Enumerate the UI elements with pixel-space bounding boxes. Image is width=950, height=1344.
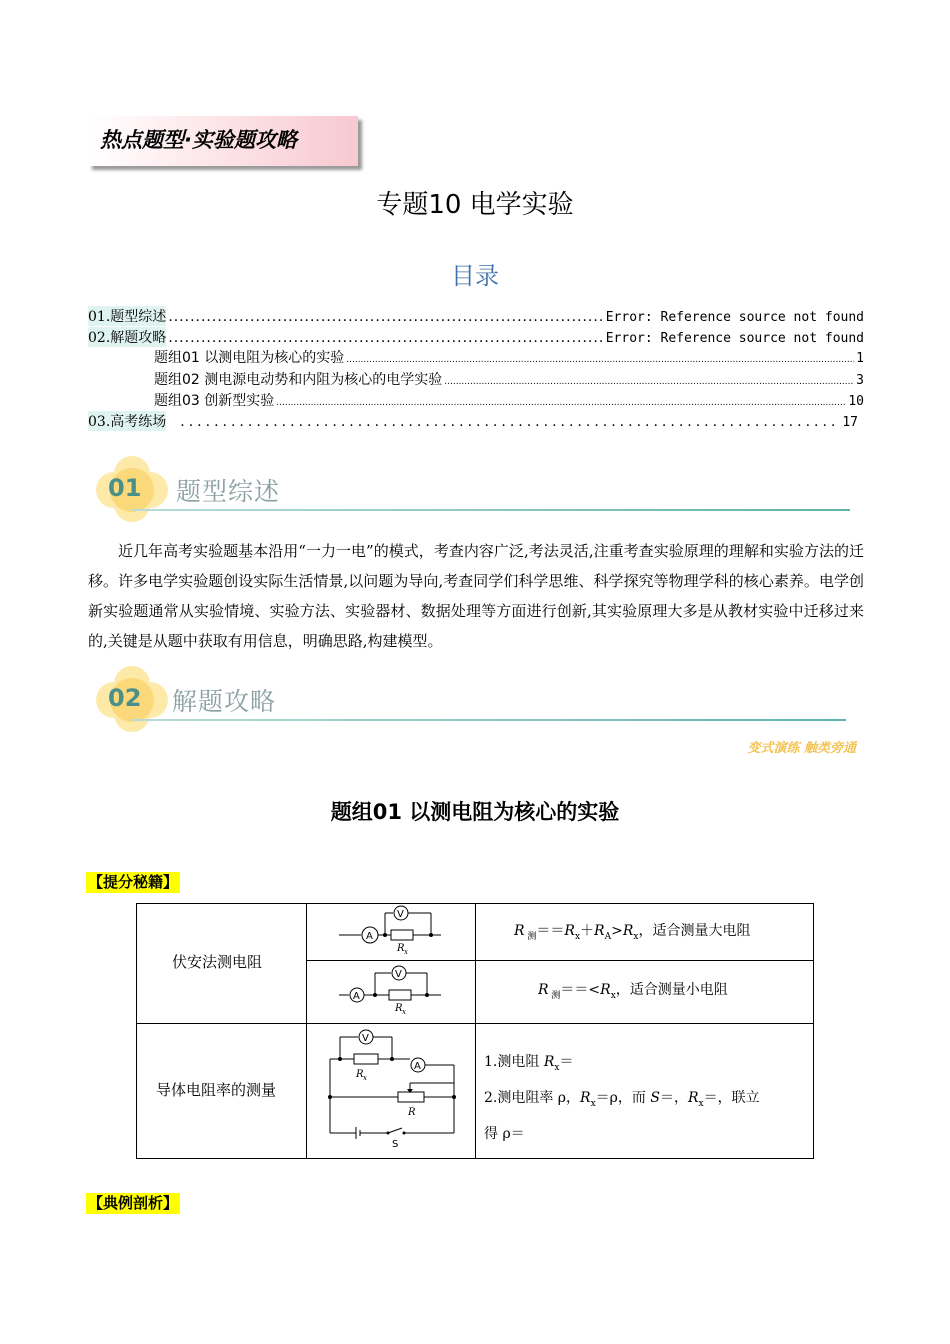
svg-text:A: A [366, 931, 373, 942]
row-label: 伏安法测电阻 [172, 953, 263, 971]
toc-item[interactable]: 题组01 以测电阻为核心的实验 ..... 1 [154, 347, 864, 367]
formula-external: R $_测==R_x+R_A>R_x$，适合测量大电阻 [514, 923, 751, 942]
section-number: 02 [108, 684, 142, 712]
page-title: 专题10 电学实验 [376, 190, 574, 220]
svg-text:x: x [363, 1074, 367, 1082]
toc-item[interactable]: 题组03 创新型实验 ..... 10 [154, 390, 864, 410]
svg-text:S: S [392, 1139, 399, 1150]
svg-text:V: V [362, 1033, 369, 1044]
toc-item[interactable]: 03.高考练场 ..... 17 [88, 411, 858, 431]
method-table [136, 903, 814, 1159]
intro-paragraph: 近几年高考实验题基本沿用“一力一电”的模式，考查内容广泛,考法灵活,注重考查实验原理的理解和实验方法的迁移。许多电学实验题创设实际生活情景,以问题为导向,考查同学们科学思维、科学探究等物理学科的核心素养。电学创新实验题通常从实验情境、实验方法、实验器材、数据处理等方面进行创新,其实验原理大多是从教材实验中迁移过来的,关键是从题中获取有用信息，明确思路,构建模型。 [88, 542, 864, 650]
circuit-internal-ammeter [337, 963, 443, 1019]
top-banner [88, 116, 358, 166]
tips-tag: 【提分秘籍】 [88, 873, 179, 891]
toc-item[interactable]: 题组02 测电源电动势和内阻为核心的电学实验 ..... 3 [154, 369, 864, 389]
svg-text:A: A [353, 991, 360, 1002]
section-divider [132, 509, 850, 511]
toc-item[interactable]: 02.解题攻略 ..... Error: Reference source not found [88, 327, 864, 347]
svg-text:R: R [397, 943, 405, 954]
toc-heading: 目录 [451, 262, 499, 290]
svg-text:V: V [395, 969, 402, 980]
formula-internal: R $_测==<R_x$，适合测量小电阻 [538, 982, 728, 1001]
svg-text:R: R [395, 1003, 403, 1014]
section-title: 解题攻略 [172, 687, 277, 716]
svg-text:x: x [404, 948, 408, 956]
svg-text:R: R [408, 1107, 416, 1118]
section-divider [132, 719, 846, 721]
group-title: 题组01 以测电阻为核心的实验 [330, 800, 620, 824]
circuit-external-ammeter [337, 905, 443, 957]
formula-resistivity: 1.测电阻 $R_x=$ 2.测电阻率 ρ，$R_x=\rho$，而 S＝，$R_x=$，联立 得 ρ＝ [484, 1054, 760, 1142]
banner-text: 热点题型·实验题攻略 [100, 128, 297, 152]
section-number: 01 [108, 474, 142, 502]
examples-tag: 【典例剖析】 [88, 1194, 179, 1212]
variant-tag: 变式演练 触类旁通 [747, 741, 856, 756]
circuit-resistivity [328, 1027, 462, 1155]
svg-text:R: R [356, 1069, 364, 1080]
row-label: 导体电阻率的测量 [156, 1081, 277, 1099]
svg-text:x: x [402, 1008, 406, 1016]
svg-text:V: V [397, 909, 404, 920]
svg-text:A: A [414, 1061, 421, 1072]
section-title: 题型综述 [176, 477, 281, 506]
toc-item[interactable]: 01.题型综述 ..... Error: Reference source not found [88, 306, 864, 326]
